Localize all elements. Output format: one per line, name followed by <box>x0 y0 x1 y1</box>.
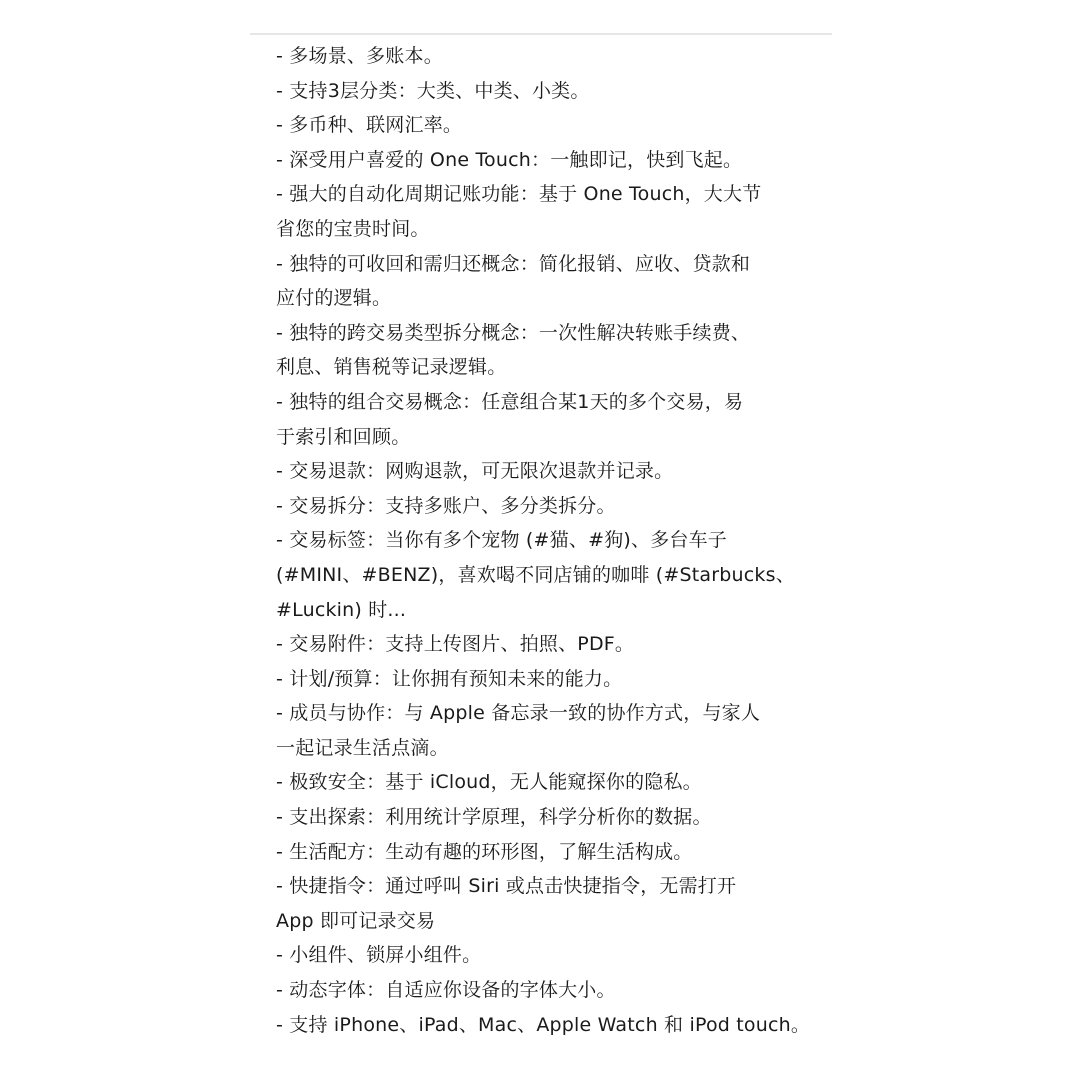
feature-line: - 动态字体：自适应你设备的字体大小。 <box>276 979 616 1002</box>
feature-line: 一起记录生活点滴。 <box>276 736 449 759</box>
feature-line: - 计划/预算：让你拥有预知未来的能力。 <box>276 667 623 690</box>
feature-line: - 成员与协作：与 Apple 备忘录一致的协作方式，与家人 <box>276 702 761 725</box>
feature-line: - 生活配方：生动有趣的环形图，了解生活构成。 <box>276 840 693 863</box>
feature-line: (#MINI、#BENZ)，喜欢喝不同店铺的咖啡 (#Starbucks、 <box>276 563 795 586</box>
feature-line: - 交易附件：支持上传图片、拍照、PDF。 <box>276 633 635 656</box>
feature-line: - 快捷指令：通过呼叫 Siri 或点击快捷指令，无需打开 <box>276 875 737 898</box>
feature-line: - 多场景、多账本。 <box>276 45 443 67</box>
feature-line: - 交易拆分：支持多账户、多分类拆分。 <box>276 494 616 517</box>
feature-line: - 支持3层分类：大类、中类、小类。 <box>276 79 590 102</box>
feature-line: - 交易标签：当你有多个宠物 (#猫、#狗)、多台车子 <box>276 529 728 552</box>
feature-line: 于索引和回顾。 <box>276 425 411 448</box>
feature-line: - 交易退款：网购退款，可无限次退款并记录。 <box>276 460 674 483</box>
feature-line: - 强大的自动化周期记账功能：基于 One Touch，大大节 <box>276 183 762 206</box>
feature-line: - 多币种、联网汇率。 <box>276 114 463 137</box>
feature-line: - 独特的组合交易概念：任意组合某1天的多个交易，易 <box>276 390 744 413</box>
feature-line: - 独特的跨交易类型拆分概念：一次性解决转账手续费、 <box>276 321 751 344</box>
feature-line: 应付的逻辑。 <box>276 287 392 310</box>
top-divider <box>250 33 832 35</box>
feature-line: - 支出探索：利用统计学原理，科学分析你的数据。 <box>276 806 712 829</box>
feature-line: 省您的宝贵时间。 <box>276 217 430 240</box>
feature-line: - 小组件、锁屏小组件。 <box>276 944 482 967</box>
feature-line: - 深受用户喜爱的 One Touch：一触即记，快到飞起。 <box>276 148 743 171</box>
feature-line: - 极致安全：基于 iCloud，无人能窥探你的隐私。 <box>276 771 702 794</box>
feature-line: #Luckin) 时... <box>276 598 407 621</box>
feature-line: 利息、销售税等记录逻辑。 <box>276 356 507 379</box>
feature-list <box>276 39 811 1042</box>
feature-line: App 即可记录交易 <box>276 909 436 932</box>
feature-line: - 支持 iPhone、iPad、Mac、Apple Watch 和 iPod touch。 <box>276 1013 811 1036</box>
feature-line: - 独特的可收回和需归还概念：简化报销、应收、贷款和 <box>276 252 751 275</box>
